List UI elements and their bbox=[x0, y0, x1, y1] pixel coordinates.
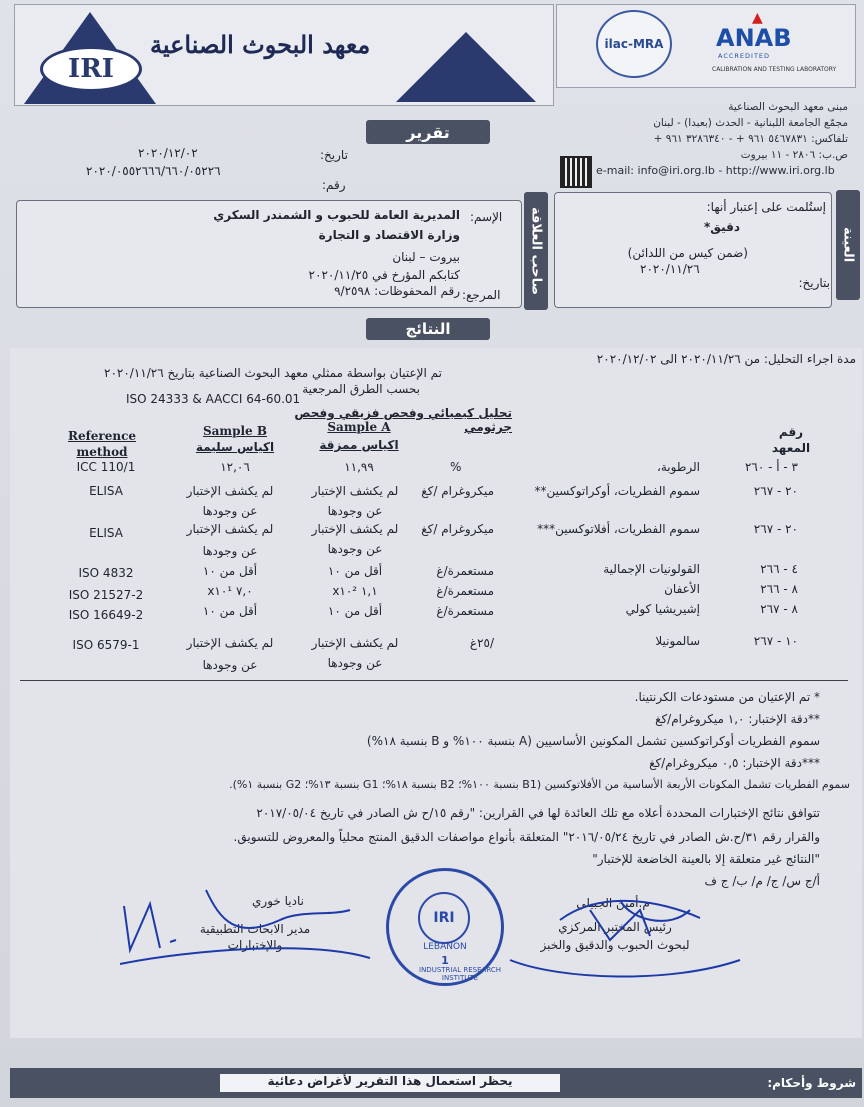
row-reference: ELISA bbox=[89, 526, 123, 540]
stamp-lebanon: LEBANON bbox=[423, 942, 467, 952]
row-sample-b-cont: عن وجودها bbox=[202, 504, 258, 518]
report-title: تقرير bbox=[366, 120, 490, 144]
methods-value: ISO 24333 & AACCI 64-60.01 bbox=[126, 392, 301, 406]
row-sample-b-cont: عن وجودها bbox=[202, 544, 258, 558]
client-tab: صاحب العلاقة bbox=[524, 192, 548, 310]
sample-date-label: بتاريخ: bbox=[798, 276, 830, 290]
row-name: الأعفان bbox=[664, 582, 700, 596]
sampling-info: تم الإعتيان بواسطة ممثلي معهد البحوث الصناعية بتاريخ ٢٠٢٠/١١/٢٦ bbox=[104, 366, 442, 380]
note-line: * تم الإعتيان من مستودعات الكرنتينا. bbox=[634, 690, 820, 704]
row-number: ٤ - ٢٦٦ bbox=[760, 562, 798, 576]
row-unit: مستعمرة/غ bbox=[436, 564, 494, 578]
date-value: ٢٠٢٠/١٢/٠٢ bbox=[138, 146, 198, 160]
row-reference: ELISA bbox=[89, 484, 123, 498]
row-sample-a: أقل من ١٠ bbox=[327, 604, 383, 618]
row-reference: ISO 21527-2 bbox=[68, 588, 144, 602]
sample-name: دقيق* bbox=[703, 220, 740, 234]
row-sample-b: لم يكشف الإختبار bbox=[186, 484, 274, 498]
date-label: تاريخ: bbox=[320, 148, 348, 162]
sample-date-value: ٢٠٢٠/١١/٢٦ bbox=[640, 262, 700, 276]
row-reference: ISO 16649-2 bbox=[68, 608, 144, 622]
note-line: "النتائج غير متعلقة إلا بالعينة الخاضعة للإختبار" bbox=[592, 852, 820, 866]
note-line: أ/ج س/ ج/ م/ ب/ ج ف bbox=[704, 874, 820, 888]
logo-triangle-right bbox=[396, 32, 536, 102]
row-name: سالمونيلا bbox=[655, 634, 700, 648]
row-sample-a: ١١,٩٩ bbox=[344, 460, 374, 474]
ilac-text: ilac-MRA bbox=[604, 37, 664, 51]
row-unit: ميكروغرام /كغ bbox=[421, 484, 494, 498]
note-line: تتوافق نتائج الإختبارات المحددة أعلاه مع تلك العائدة لها في القرارين: "رقم ١٥/ح ش الصادر في تاريخ ٢٠١٧/٠٥/٠٤ bbox=[256, 806, 820, 820]
client-reference-line: كتابكم المؤرخ في ٢٠٢٠/١١/٢٥ bbox=[308, 268, 460, 282]
client-name-line: المديرية العامة للحبوب و الشمندر السكري bbox=[213, 208, 460, 222]
row-unit: ميكروغرام /كغ bbox=[421, 522, 494, 536]
methods-label: بحسب الطرق المرجعية bbox=[302, 382, 420, 396]
row-sample-b: لم يكشف الإختبار bbox=[186, 636, 274, 650]
row-number: ١٠ - ٢٦٧ bbox=[753, 634, 798, 648]
note-line: سموم الفطريات أوكراتوكسين تشمل المكونين الأساسيين (A بنسبة ١٠٠% و B بنسبة ١٨%) bbox=[366, 734, 820, 748]
contact-info: e-mail: info@iri.org.lb - http://www.iri.org.lb bbox=[596, 164, 835, 177]
iri-logo bbox=[40, 46, 142, 92]
row-name: سموم الفطريات، أوكراتوكسين** bbox=[534, 484, 700, 498]
row-number: ٨ - ٢٦٦ bbox=[760, 582, 798, 596]
col-sample-a-sub: اكياس ممزقة bbox=[319, 438, 399, 452]
iri-logo-text: IRI bbox=[68, 54, 114, 84]
stamp-center: IRI bbox=[418, 892, 470, 944]
note-line: سموم الفطريات تشمل المكونات الأربعة الأساسية من الأفلاتوكسين (B1 بنسبة ١٠٠%؛ B2 بنسبة ١٨%؛ G1 بنسبة ١٣%؛ G2 بنسبة ١%). bbox=[229, 778, 850, 791]
stamp-ring-text: INDUSTRIAL RESEARCH INSTITUTE bbox=[419, 966, 501, 982]
row-name: إشيريشيا كولي bbox=[625, 602, 700, 616]
row-reference: ISO 4832 bbox=[78, 566, 134, 580]
row-number: ٣ - أ - ٢٦٠ bbox=[744, 460, 798, 474]
qr-code bbox=[560, 156, 592, 188]
row-unit: /٢٥غ bbox=[469, 636, 494, 650]
note-line: والقرار رقم ٣١/ح.ش الصادر في تاريخ ٢٠١٦/٠٥/٢٤" المتعلقة بأنواع مواصفات الدقيق المنتج محلياً والمعروض للتسويق. bbox=[233, 830, 820, 844]
client-name-line: وزارة الاقتصاد و التجارة bbox=[318, 228, 460, 242]
stamp-number: 1 bbox=[441, 954, 449, 967]
row-sample-b: أقل من ١٠ bbox=[202, 604, 258, 618]
row-sample-b: لم يكشف الإختبار bbox=[186, 522, 274, 536]
left-signatory-title-cont: والإختبارات bbox=[227, 938, 283, 952]
row-unit: مستعمرة/غ bbox=[436, 604, 494, 618]
row-unit: مستعمرة/غ bbox=[436, 584, 494, 598]
address-line: مجمّع الجامعة اللبنانية - الحدث (بعبدا) - لبنان bbox=[653, 117, 848, 129]
analysis-title: تحليل كيميائي وفحص فزيقي وفحص جرثومي bbox=[294, 406, 512, 434]
number-label: رقم: bbox=[322, 178, 346, 192]
sample-packaging: (ضمن كيس من اللدائن) bbox=[627, 246, 748, 260]
footer-warning: يحظر استعمال هذا التقرير لأغراض دعائية bbox=[220, 1074, 560, 1092]
right-signatory-name: م.أمين الجبيلي bbox=[576, 896, 650, 910]
address-line: ص.ب: ٢٨٠٦ - ١١ بيروت bbox=[740, 149, 848, 161]
row-sample-b: أقل من ١٠ bbox=[202, 564, 258, 578]
row-sample-a: أقل من ١٠ bbox=[327, 564, 383, 578]
col-sample-b-sub: اكياس سليمة bbox=[195, 440, 275, 454]
row-sample-a-cont: عن وجودها bbox=[327, 542, 383, 556]
row-number: ٨ - ٢٦٧ bbox=[760, 602, 798, 616]
left-signature bbox=[110, 880, 380, 980]
note-line: ***دقة الإختبار: ٠,٥ ميكروغرام/كغ bbox=[649, 756, 820, 770]
client-name-line: بيروت – لبنان bbox=[392, 250, 460, 264]
row-number: ٢٠ - ٢٦٧ bbox=[753, 522, 798, 536]
client-reference-line: رقم المحفوظات: ٩/٢٥٩٨ bbox=[334, 284, 460, 298]
row-sample-a-cont: عن وجودها bbox=[327, 504, 383, 518]
analysis-period: مدة اجراء التحليل: من ٢٠٢٠/١١/٢٦ الى ٢٠٢٠/١٢/٠٢ bbox=[596, 352, 856, 366]
anab-flame-icon: ▲ bbox=[752, 10, 763, 26]
row-unit: % bbox=[450, 460, 462, 474]
row-name: سموم الفطريات، أفلاتوكسين*** bbox=[537, 522, 700, 536]
row-sample-b-cont: عن وجودها bbox=[202, 658, 258, 672]
col-sample-a: Sample A bbox=[327, 420, 391, 434]
footer-terms-label: شروط وأحكام: bbox=[767, 1076, 856, 1090]
reference-label: المرجع: bbox=[462, 288, 501, 302]
anab-lab-text: CALIBRATION AND TESTING LABORATORY bbox=[712, 66, 837, 73]
institute-name: معهد البحوث الصناعية bbox=[150, 30, 371, 59]
client-name-label: الإسم: bbox=[470, 210, 503, 224]
row-name: الرطوبة، bbox=[656, 460, 700, 474]
row-sample-a: ١,١ x١٠² bbox=[332, 584, 378, 598]
ilac-mra-logo bbox=[596, 10, 672, 78]
number-value: ٢٠٢٠/٠٥٥٢٦٦٦/٦٦٠/٠٥٢٢٦ bbox=[86, 164, 221, 178]
col-sample-b: Sample B bbox=[202, 424, 268, 438]
row-reference: ISO 6579-1 bbox=[72, 638, 140, 652]
row-name: القولونيات الإجمالية bbox=[603, 562, 700, 576]
anab-accredited: ACCREDITED bbox=[718, 52, 771, 60]
row-sample-a-cont: عن وجودها bbox=[327, 656, 383, 670]
address-line: مبنى معهد البحوث الصناعية bbox=[728, 101, 848, 113]
right-signatory-title: رئيس المختبر المركزي bbox=[558, 920, 672, 934]
row-sample-a: لم يكشف الإختبار bbox=[311, 636, 399, 650]
row-sample-a: لم يكشف الإختبار bbox=[311, 522, 399, 536]
left-signatory-name: ناديا خوري bbox=[252, 894, 304, 908]
row-sample-a: لم يكشف الإختبار bbox=[311, 484, 399, 498]
col-institute-number: رقم المعهد bbox=[771, 425, 811, 455]
left-signatory-title: مدير الابحاث التطبيقية bbox=[199, 922, 311, 936]
col-reference-method: Reference method bbox=[67, 429, 137, 459]
results-title: النتائج bbox=[366, 318, 490, 340]
received-label: إستُلمت على إعتبار أنها: bbox=[706, 200, 826, 214]
sample-tab: العينة bbox=[836, 190, 860, 300]
row-sample-b: ١٢,٠٦ bbox=[220, 460, 250, 474]
right-signatory-title-cont: لبحوث الحبوب والدقيق والخبز bbox=[540, 938, 690, 952]
table-divider bbox=[20, 680, 848, 681]
right-signature bbox=[500, 880, 760, 990]
note-line: **دقة الإختبار: ١,٠ ميكروغرام/كغ bbox=[655, 712, 820, 726]
address-line: تلفاكس: ٥٤٦٧٨٣١ ٩٦١ + - ٣٢٨٦٣٤٠ ٩٦١ + bbox=[653, 133, 848, 145]
row-number: ٢٠ - ٢٦٧ bbox=[753, 484, 798, 498]
row-reference: ICC 110/1 bbox=[76, 460, 136, 474]
row-sample-b: ٧,٠ x١٠¹ bbox=[207, 584, 253, 598]
anab-logo: ANAB bbox=[716, 24, 792, 52]
